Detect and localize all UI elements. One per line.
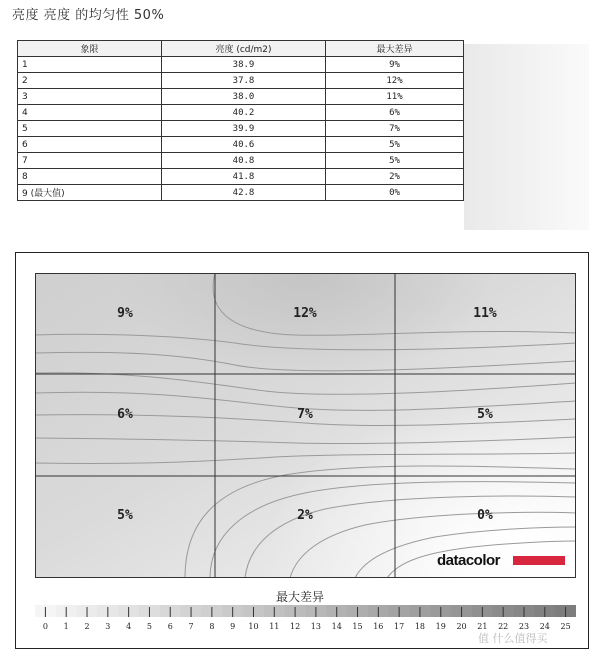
- table-row: [18, 57, 464, 73]
- cell-luminance: 40.6: [162, 137, 326, 153]
- table-row: [18, 169, 464, 185]
- luminance-table: [17, 40, 464, 201]
- cell-luminance: 42.8: [162, 185, 326, 201]
- colorbar-tick-label: 13: [310, 622, 321, 631]
- colorbar-tick-label: 19: [435, 622, 446, 631]
- cell-luminance: 40.2: [162, 105, 326, 121]
- colorbar-tick-label: 3: [105, 622, 111, 631]
- cell-label-9: 0%: [477, 508, 493, 523]
- colorbar-tick-label: 0: [42, 622, 48, 631]
- colorbar-tick-label: 6: [167, 622, 173, 631]
- page-title: 亮度 亮度 的均匀性 50%: [12, 8, 165, 23]
- colorbar-tick-label: 1: [63, 622, 69, 631]
- cell-max-diff: 0%: [326, 185, 464, 201]
- colorbar-tick-label: 24: [539, 622, 550, 631]
- colorbar-tick-label: 17: [394, 622, 405, 631]
- col-luminance: 亮度 (cd/m2): [162, 41, 326, 57]
- colorbar-tick-label: 16: [373, 622, 384, 631]
- cell-label-8: 2%: [297, 508, 313, 523]
- colorbar-tick-label: 12: [290, 622, 301, 631]
- col-quadrant: 象限: [18, 41, 162, 57]
- cell-luminance: 37.8: [162, 73, 326, 89]
- uniformity-heatmap: [35, 273, 576, 578]
- colorbar-tick-label: 4: [126, 622, 132, 631]
- datacolor-wordmark: datacolor: [437, 552, 501, 569]
- cell-label-1: 9%: [117, 306, 133, 321]
- colorbar-tick-label: 22: [498, 622, 509, 631]
- watermark: 值 什么值得买: [478, 632, 548, 645]
- colorbar-tick-label: 7: [188, 622, 194, 631]
- cell-max-diff: 5%: [326, 153, 464, 169]
- table-row: [18, 89, 464, 105]
- table-row: [18, 137, 464, 153]
- cell-label-7: 5%: [117, 508, 133, 523]
- colorbar-tick-label: 23: [518, 622, 530, 631]
- table-row: [18, 153, 464, 169]
- cell-max-diff: 5%: [326, 137, 464, 153]
- cell-quadrant: 7: [18, 153, 162, 169]
- col-max-diff: 最大差异: [326, 41, 464, 57]
- cell-max-diff: 7%: [326, 121, 464, 137]
- cell-quadrant: 6: [18, 137, 162, 153]
- cell-quadrant: 1: [18, 57, 162, 73]
- table-header-row: [18, 41, 464, 57]
- colorbar-swatches: [35, 605, 576, 617]
- table-row: [18, 121, 464, 137]
- cell-label-2: 12%: [293, 306, 317, 321]
- colorbar-tick-label: 21: [477, 622, 488, 631]
- colorbar-tick-label: 5: [146, 622, 152, 631]
- cell-label-3: 11%: [473, 306, 497, 321]
- cell-quadrant: 3: [18, 89, 162, 105]
- cell-quadrant: 8: [18, 169, 162, 185]
- colorbar-tick-label: 9: [230, 622, 236, 631]
- cell-luminance: 38.0: [162, 89, 326, 105]
- cell-quadrant: 4: [18, 105, 162, 121]
- cell-label-4: 6%: [117, 407, 133, 422]
- cell-quadrant: 9 (最大值): [18, 185, 162, 201]
- cell-max-diff: 2%: [326, 169, 464, 185]
- table-row: [18, 105, 464, 121]
- colorbar-tick-label: 15: [352, 622, 363, 631]
- cell-luminance: 39.9: [162, 121, 326, 137]
- cell-max-diff: 11%: [326, 89, 464, 105]
- cell-label-5: 7%: [297, 407, 313, 422]
- colorbar-tick-label: 25: [560, 622, 571, 631]
- cell-quadrant: 2: [18, 73, 162, 89]
- cell-luminance: 40.8: [162, 153, 326, 169]
- colorbar-tick-label: 8: [209, 622, 215, 631]
- cell-quadrant: 5: [18, 121, 162, 137]
- colorbar-tick-label: 11: [269, 622, 280, 631]
- colorbar-tick-label: 2: [84, 622, 90, 631]
- colorbar-tick-label: 18: [414, 622, 426, 631]
- cell-max-diff: 9%: [326, 57, 464, 73]
- cell-label-6: 5%: [477, 407, 493, 422]
- legend-title: 最大差异: [275, 590, 324, 604]
- difference-colorbar: [35, 602, 576, 632]
- cell-luminance: 38.9: [162, 57, 326, 73]
- table-row: [18, 73, 464, 89]
- table-shadow: [464, 44, 589, 230]
- cell-max-diff: 12%: [326, 73, 464, 89]
- cell-max-diff: 6%: [326, 105, 464, 121]
- colorbar-tick-label: 20: [456, 622, 467, 631]
- colorbar-tick-label: 10: [248, 622, 259, 631]
- colorbar-tick-label: 14: [331, 622, 342, 631]
- cell-luminance: 41.8: [162, 169, 326, 185]
- table-row: [18, 185, 464, 201]
- datacolor-bar: [513, 556, 565, 565]
